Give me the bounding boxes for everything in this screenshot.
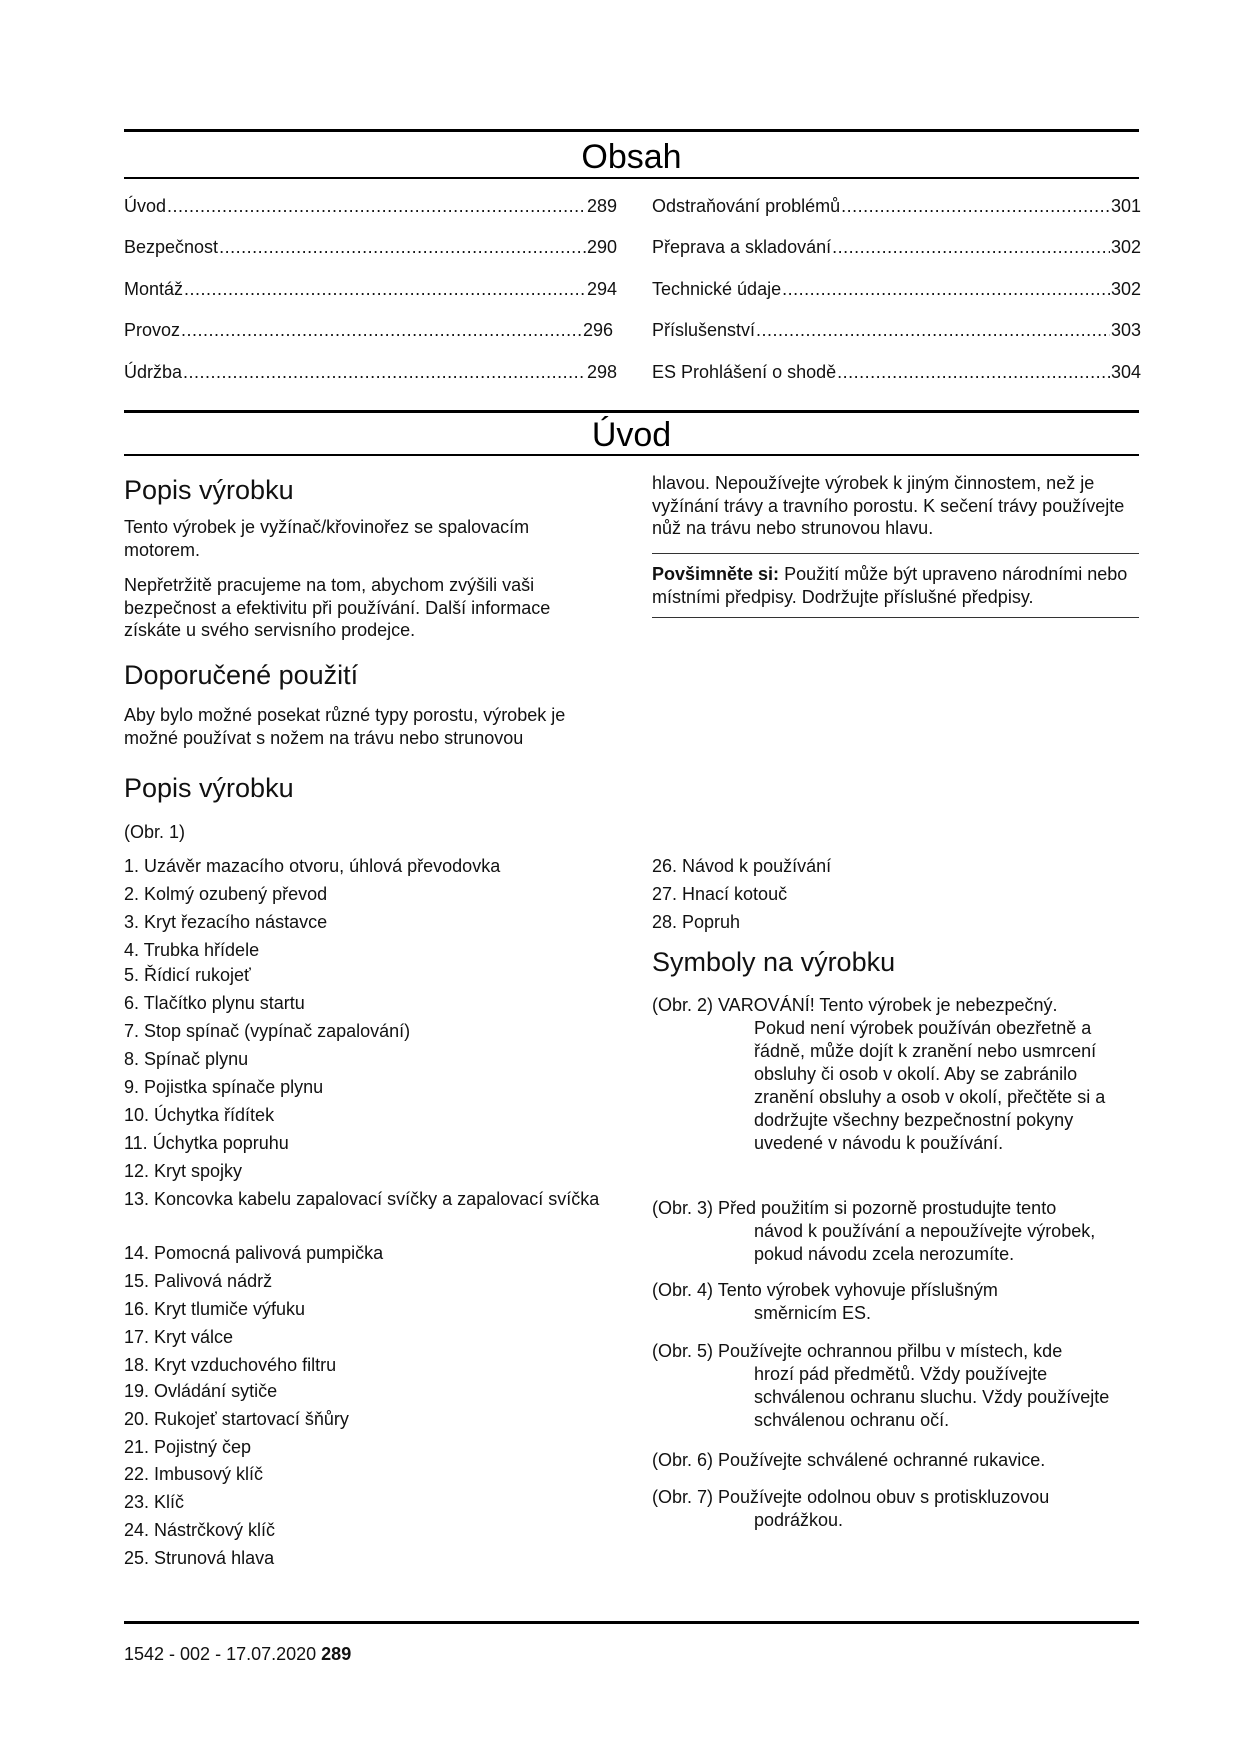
parts-list-item: 28. Popruh	[652, 912, 741, 932]
toc-entry-page: 303	[1110, 320, 1141, 340]
toc-entry-label: Odstraňování problémů	[652, 196, 841, 216]
symbol-description-first-line: (Obr. 7) Používejte odolnou obuv s protiskluzovou	[652, 1487, 1050, 1507]
toc-top-rule	[124, 129, 1139, 132]
product-parts-heading: Popis výrobku	[124, 773, 294, 803]
parts-list-item: 15. Palivová nádrž	[124, 1271, 273, 1291]
symbol-description-first-line: (Obr. 4) Tento výrobek vyhovuje příslušným	[652, 1280, 998, 1300]
symbol-description	[652, 1340, 1142, 1432]
document-code: 1542 - 002 - 17.07.2020	[124, 1644, 317, 1664]
page-number: 289	[321, 1644, 352, 1664]
product-description-paragraph: Nepřetržitě pracujeme na tom, abychom zvýšili vaši bezpečnost a efektivitu při používání. Další informace získáte u svého servisního prodejce.	[124, 575, 551, 640]
parts-list-item: 10. Úchytka řídítek	[124, 1105, 275, 1125]
toc-title: Obsah	[581, 138, 682, 176]
toc-entry-label: Úvod	[124, 196, 167, 216]
parts-list-item: 17. Kryt válce	[124, 1327, 234, 1347]
parts-list-item: 21. Pojistný čep	[124, 1437, 252, 1457]
toc-entry-page: 296	[582, 320, 613, 340]
parts-list-item: 16. Kryt tlumiče výfuku	[124, 1299, 306, 1319]
parts-list-item: 22. Imbusový klíč	[124, 1464, 264, 1484]
toc-entry-label: ES Prohlášení o shodě	[652, 362, 837, 382]
toc-entry-label: Provoz	[124, 320, 181, 340]
parts-list-item: 14. Pomocná palivová pumpička	[124, 1243, 384, 1263]
parts-list-item: 11. Úchytka popruhu	[124, 1133, 289, 1153]
parts-list-item: 4. Trubka hřídele	[124, 940, 260, 960]
intro-title: Úvod	[591, 416, 672, 454]
toc-entry-page: 294	[586, 279, 617, 299]
toc-entry-page: 301	[1110, 196, 1141, 216]
toc-entry[interactable]	[652, 318, 1141, 342]
note-bottom-rule	[652, 617, 1139, 618]
product-description-heading: Popis výrobku	[124, 475, 294, 505]
parts-list-item: 19. Ovládání sytiče	[124, 1381, 278, 1401]
intro-top-rule	[124, 410, 1139, 413]
symbol-description	[652, 994, 1142, 1155]
symbol-description	[652, 1279, 1142, 1325]
toc-entry[interactable]	[652, 360, 1141, 384]
toc-entry-label: Montáž	[124, 279, 184, 299]
toc-entry[interactable]	[124, 194, 617, 218]
symbol-description-continuation: návod k používání a nepoužívejte výrobek, pokud návodu zcela nerozumíte.	[754, 1221, 1096, 1264]
note-paragraph	[652, 563, 1139, 608]
toc-entry[interactable]	[652, 235, 1141, 259]
symbol-description-continuation: podrážkou.	[754, 1510, 844, 1530]
parts-list-item: 3. Kryt řezacího nástavce	[124, 912, 328, 932]
toc-entry-page: 302	[1110, 237, 1141, 257]
symbol-description-continuation: směrnicím ES.	[754, 1303, 872, 1323]
footer-rule	[124, 1621, 1139, 1624]
symbol-description	[652, 1449, 1142, 1472]
parts-list-item: 20. Rukojeť startovací šňůry	[124, 1409, 349, 1429]
recommended-use-paragraph: Aby bylo možné posekat různé typy porostu, výrobek je možné používat s nožem na trávu nebo strunovou	[124, 705, 566, 748]
symbols-heading: Symboly na výrobku	[652, 947, 896, 977]
toc-entry[interactable]	[124, 277, 617, 301]
toc-entry-page: 290	[586, 237, 617, 257]
page-footer	[124, 1643, 351, 1665]
toc-entry[interactable]	[652, 194, 1141, 218]
recommended-use-heading: Doporučené použití	[124, 660, 359, 690]
toc-entry-label: Údržba	[124, 362, 183, 382]
toc-entry[interactable]	[124, 318, 613, 342]
symbol-description	[652, 1486, 1142, 1532]
symbol-description-continuation: hrozí pád předmětů. Vždy používejte schválenou ochranu sluchu. Vždy používejte schválenou ochranu očí.	[754, 1364, 1110, 1430]
parts-list-item: 2. Kolmý ozubený převod	[124, 884, 328, 904]
parts-list-item: 8. Spínač plynu	[124, 1049, 249, 1069]
symbol-description-first-line: (Obr. 2) VAROVÁNÍ! Tento výrobek je nebezpečný.	[652, 995, 1058, 1015]
toc-entry[interactable]	[124, 360, 617, 384]
symbol-description-first-line: (Obr. 3) Před použitím si pozorně prostudujte tento	[652, 1198, 1057, 1218]
product-description-paragraph: Tento výrobek je vyžínač/křovinořez se spalovacím motorem.	[124, 517, 530, 560]
note-text: Použití může být upraveno národními nebo místními předpisy. Dodržujte příslušné předpisy.	[652, 564, 1128, 607]
parts-list-item: 26. Návod k používání	[652, 856, 832, 876]
toc-entry-page: 289	[586, 196, 617, 216]
symbol-description	[652, 1197, 1142, 1266]
intro-bottom-rule	[124, 454, 1139, 456]
recommended-use-paragraph-continued: hlavou. Nepoužívejte výrobek k jiným činnostem, než je vyžínání trávy a travního porostu. K sečení trávy používejte nůž na trávu nebo strunovou hlavu.	[652, 473, 1125, 538]
parts-list-item: 9. Pojistka spínače plynu	[124, 1077, 324, 1097]
parts-list-item: 25. Strunová hlava	[124, 1548, 275, 1568]
parts-list-item: 12. Kryt spojky	[124, 1161, 243, 1181]
toc-entry[interactable]	[652, 277, 1141, 301]
note-top-rule	[652, 553, 1139, 554]
toc-entry-label: Příslušenství	[652, 320, 756, 340]
symbol-description-first-line: (Obr. 6) Používejte schválené ochranné rukavice.	[652, 1450, 1046, 1470]
toc-entry-page: 298	[586, 362, 617, 382]
parts-list-item: 27. Hnací kotouč	[652, 884, 788, 904]
parts-list-item: 24. Nástrčkový klíč	[124, 1520, 276, 1540]
toc-entry-page: 302	[1110, 279, 1141, 299]
parts-list-item: 18. Kryt vzduchového filtru	[124, 1355, 337, 1375]
note-label: Povšimněte si:	[652, 564, 780, 584]
parts-list-item: 7. Stop spínač (vypínač zapalování)	[124, 1021, 411, 1041]
toc-entry-label: Technické údaje	[652, 279, 782, 299]
toc-bottom-rule	[124, 177, 1139, 179]
toc-entry-label: Bezpečnost	[124, 237, 219, 257]
parts-list-item: 13. Koncovka kabelu zapalovací svíčky a zapalovací svíčka	[124, 1189, 600, 1209]
parts-list-item: 23. Klíč	[124, 1492, 185, 1512]
parts-list-item: 5. Řídicí rukojeť	[124, 965, 251, 985]
parts-list-item: 6. Tlačítko plynu startu	[124, 993, 305, 1013]
symbol-description-first-line: (Obr. 5) Používejte ochrannou přilbu v místech, kde	[652, 1341, 1063, 1361]
toc-entry-page: 304	[1110, 362, 1141, 382]
figure-reference: (Obr. 1)	[124, 822, 186, 842]
toc-entry-label: Přeprava a skladování	[652, 237, 832, 257]
symbol-description-continuation: Pokud není výrobek používán obezřetně a řádně, může dojít k zranění nebo usmrcení obsluhy či osob v okolí. Aby se zabránilo zranění obsluhy a osob v okolí, přečtěte si a dodržujte všechny bezpečnostní pokyny uvedené v návodu k používání.	[754, 1018, 1106, 1153]
parts-list-item: 1. Uzávěr mazacího otvoru, úhlová převodovka	[124, 856, 501, 876]
toc-entry[interactable]	[124, 235, 617, 259]
